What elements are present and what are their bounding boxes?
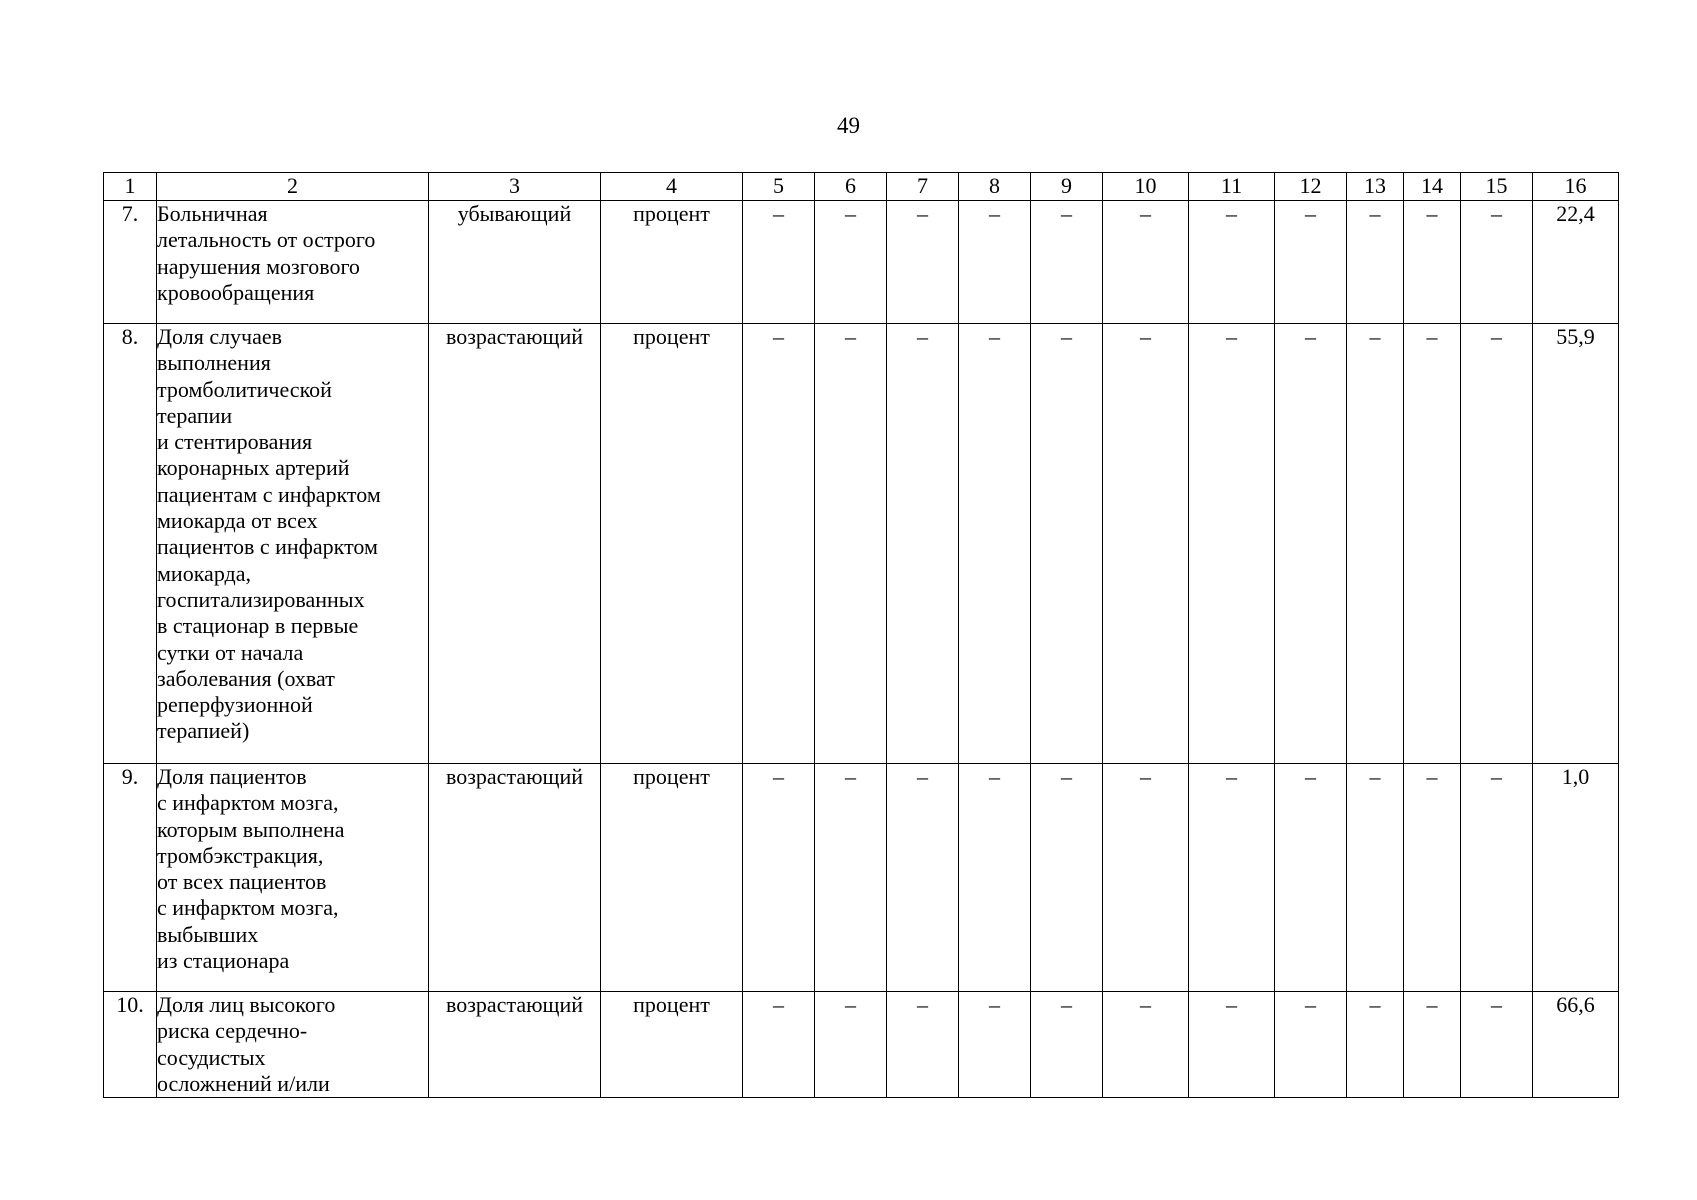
empty-value-dash: – bbox=[1275, 324, 1347, 764]
indicator-direction: возрастающий bbox=[429, 992, 601, 1098]
table-row bbox=[104, 764, 1619, 992]
indicator-value: 1,0 bbox=[1533, 764, 1619, 992]
header-cell: 10 bbox=[1103, 173, 1189, 201]
indicator-name: Больничная летальность от острого нарушения мозгового кровообращения bbox=[157, 201, 429, 324]
row-number: 8. bbox=[104, 324, 157, 764]
header-cell: 13 bbox=[1347, 173, 1404, 201]
indicator-value: 55,9 bbox=[1533, 324, 1619, 764]
indicator-unit: процент bbox=[601, 201, 743, 324]
empty-value-dash: – bbox=[743, 992, 815, 1098]
empty-value-dash: – bbox=[1461, 201, 1533, 324]
indicator-name: Доля лиц высокого риска сердечно- сосудистых осложнений и/или bbox=[157, 992, 429, 1098]
empty-value-dash: – bbox=[1461, 992, 1533, 1098]
empty-value-dash: – bbox=[1189, 992, 1275, 1098]
header-cell: 12 bbox=[1275, 173, 1347, 201]
header-cell: 16 bbox=[1533, 173, 1619, 201]
empty-value-dash: – bbox=[1404, 764, 1461, 992]
table-row bbox=[104, 992, 1619, 1098]
header-cell: 15 bbox=[1461, 173, 1533, 201]
header-cell: 9 bbox=[1031, 173, 1103, 201]
empty-value-dash: – bbox=[1189, 201, 1275, 324]
empty-value-dash: – bbox=[1031, 324, 1103, 764]
empty-value-dash: – bbox=[959, 992, 1031, 1098]
empty-value-dash: – bbox=[1347, 324, 1404, 764]
header-cell: 4 bbox=[601, 173, 743, 201]
indicator-direction: возрастающий bbox=[429, 764, 601, 992]
header-cell: 11 bbox=[1189, 173, 1275, 201]
empty-value-dash: – bbox=[815, 764, 887, 992]
empty-value-dash: – bbox=[743, 764, 815, 992]
empty-value-dash: – bbox=[1347, 764, 1404, 992]
header-cell: 2 bbox=[157, 173, 429, 201]
header-cell: 3 bbox=[429, 173, 601, 201]
header-cell: 7 bbox=[887, 173, 959, 201]
row-number: 7. bbox=[104, 201, 157, 324]
empty-value-dash: – bbox=[1031, 764, 1103, 992]
column-number-row bbox=[104, 173, 1619, 201]
empty-value-dash: – bbox=[1275, 992, 1347, 1098]
empty-value-dash: – bbox=[1461, 764, 1533, 992]
empty-value-dash: – bbox=[1189, 764, 1275, 992]
empty-value-dash: – bbox=[1347, 992, 1404, 1098]
empty-value-dash: – bbox=[815, 201, 887, 324]
empty-value-dash: – bbox=[887, 992, 959, 1098]
empty-value-dash: – bbox=[959, 764, 1031, 992]
table-row bbox=[104, 324, 1619, 764]
indicator-value: 66,6 bbox=[1533, 992, 1619, 1098]
indicator-value: 22,4 bbox=[1533, 201, 1619, 324]
header-cell: 6 bbox=[815, 173, 887, 201]
empty-value-dash: – bbox=[743, 324, 815, 764]
indicators-table bbox=[103, 172, 1619, 1098]
header-cell: 1 bbox=[104, 173, 157, 201]
empty-value-dash: – bbox=[1275, 201, 1347, 324]
header-cell: 5 bbox=[743, 173, 815, 201]
empty-value-dash: – bbox=[1347, 201, 1404, 324]
indicator-name: Доля пациентов с инфарктом мозга, которым выполнена тромбэкстракция, от всех пациентов с инфарктом мозга, выбывших из стационара bbox=[157, 764, 429, 992]
empty-value-dash: – bbox=[1189, 324, 1275, 764]
table-row bbox=[104, 201, 1619, 324]
empty-value-dash: – bbox=[887, 764, 959, 992]
empty-value-dash: – bbox=[959, 201, 1031, 324]
indicator-unit: процент bbox=[601, 324, 743, 764]
empty-value-dash: – bbox=[887, 324, 959, 764]
indicator-direction: возрастающий bbox=[429, 324, 601, 764]
empty-value-dash: – bbox=[1103, 201, 1189, 324]
empty-value-dash: – bbox=[815, 992, 887, 1098]
empty-value-dash: – bbox=[1103, 992, 1189, 1098]
empty-value-dash: – bbox=[1103, 764, 1189, 992]
indicator-unit: процент bbox=[601, 764, 743, 992]
header-cell: 14 bbox=[1404, 173, 1461, 201]
empty-value-dash: – bbox=[959, 324, 1031, 764]
indicator-unit: процент bbox=[601, 992, 743, 1098]
empty-value-dash: – bbox=[1275, 764, 1347, 992]
row-number: 9. bbox=[104, 764, 157, 992]
empty-value-dash: – bbox=[1031, 992, 1103, 1098]
indicator-name: Доля случаев выполнения тромболитической терапии и стентирования коронарных артерий пациентам с инфарктом миокарда от всех пациентов с инфарктом миокарда, госпитализированных в стационар в первые сутки от начала заболевания (охват реперфузионной терапией) bbox=[157, 324, 429, 764]
empty-value-dash: – bbox=[1404, 201, 1461, 324]
page-number: 49 bbox=[837, 113, 860, 138]
empty-value-dash: – bbox=[1461, 324, 1533, 764]
header-cell: 8 bbox=[959, 173, 1031, 201]
empty-value-dash: – bbox=[1404, 324, 1461, 764]
indicator-direction: убывающий bbox=[429, 201, 601, 324]
empty-value-dash: – bbox=[815, 324, 887, 764]
empty-value-dash: – bbox=[1404, 992, 1461, 1098]
empty-value-dash: – bbox=[1031, 201, 1103, 324]
empty-value-dash: – bbox=[743, 201, 815, 324]
empty-value-dash: – bbox=[1103, 324, 1189, 764]
row-number: 10. bbox=[104, 992, 157, 1098]
empty-value-dash: – bbox=[887, 201, 959, 324]
